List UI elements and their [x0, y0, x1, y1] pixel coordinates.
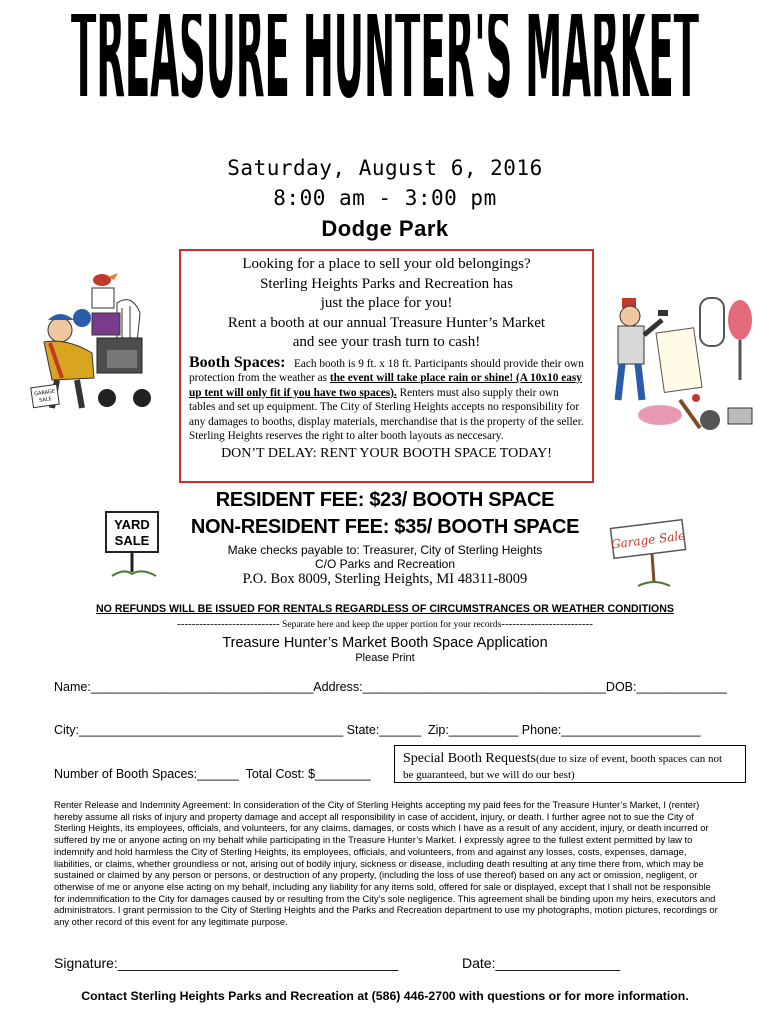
payment-address: P.O. Box 8009, Sterling Heights, MI 48311-8009: [242, 571, 528, 587]
intro-line: just the place for you!: [320, 295, 453, 311]
event-location: Dodge Park: [321, 216, 449, 241]
release-agreement: Renter Release and Indemnity Agreement: In consideration of the City of Sterling Heights accepting my paid fees for the Treasure Hunter’s Market, I (renter) hereby assume all risks of injury and property damage and accept all responsibility in case of accident, injury, or death. I further agree not to sue the City of Sterling Heights, its employees, officials, and volunteers, for any claims, damages, or costs which I have as a result of any accident, injury, or death incurred or suffered by me or anyone acting on my behalf while participating in the Treasure Hunter’s Market. I expressly agree to the fullest extent permitted by law to indemnify and hold harmless the City of Sterling Heights, its employees, officials, and volunteers, from and against any losses, costs, expenses, damage, liabilities, or claims, whether groundless or not, arising out of bodily injury, sickness or disease, including death resulting at any time there from, which may be sustained or claimed by any person or persons, or destruction of any property, (including the loss of use thereof) based on any act or omission, negligent, or otherwise of me or anyone else acting on my behalf, including any liability for any items sold, offered for sale or displayed, except that I shall not be responsible for indemnification to the City for damages caused by or resulting from the City’s sole negligence. This agreement shall be binding upon my heirs, executors and administrators. I grant permission to the City of Sterling Heights and the Parks and Recreation department to use my photographs, motion pictures, recordings or any other record of this event for any legitimate purpose.: [54, 800, 718, 928]
booth-text-1: Each booth is 9 ft. x 18 ft. Participants should provide their own protection from the weather as: [189, 357, 584, 385]
booth-spaces-heading: Booth Spaces:: [189, 353, 286, 371]
booth-rain-or-shine: the event will take place rain or shine! (A 10x10 easy up tent will only fit if you have two spaces).: [189, 372, 582, 399]
non-resident-fee: NON-RESIDENT FEE: $35/ BOOTH SPACE: [190, 516, 580, 538]
treasure-hunter-illustration: [22, 268, 172, 418]
yard-sale-illustration: [600, 280, 760, 440]
dont-delay-text: DON’T DELAY: RENT YOUR BOOTH SPACE TODAY!: [221, 446, 552, 462]
garage-sign-text: Garage Sale: [610, 528, 686, 552]
separator-dashes-left: ----------------------------: [177, 618, 280, 630]
name-address-dob-field[interactable]: Name:________________________________Address:___________________________________DOB:_____________: [54, 680, 727, 694]
title-text: TREASURE HUNTER'S MARKET: [71, 14, 700, 126]
booth-text-2: Renters must also supply their own tables and set up equipment. The City of Sterling Heights accepts no responsibility for any damages to booths, display materials, merchandise that is the property of the seller. Sterling Heights reserves the right to alter booth layouts as neccesary.: [189, 386, 584, 443]
yard-sign-line2: SALE: [114, 533, 150, 548]
special-requests-title: Special Booth Requests: [403, 751, 536, 766]
signature-field[interactable]: Signature:____________________________________: [54, 955, 399, 971]
intro-line: Rent a booth at our annual Treasure Hunter’s Market: [227, 314, 546, 331]
intro-line: Looking for a place to sell your old belongings?: [242, 256, 531, 272]
payment-line1: Make checks payable to: Treasurer, City of Sterling Heights: [227, 543, 543, 557]
yard-sign-line1: YARD: [114, 517, 150, 532]
booth-spaces-paragraph: [189, 353, 584, 445]
page-title: [0, 14, 770, 174]
garage-tag-line1: GARAGE: [33, 388, 56, 398]
separator-dashes-right: -------------------------: [501, 618, 593, 630]
event-date: Saturday, August 6, 2016: [227, 156, 543, 180]
application-subtitle: Please Print: [355, 652, 415, 664]
event-time: 8:00 am - 3:00 pm: [273, 186, 497, 210]
special-requests-note-a: (due to size of event, booth spaces can not: [536, 753, 723, 765]
no-refunds-notice: NO REFUNDS WILL BE ISSUED FOR RENTALS REGARDLESS OF CIRCUMSTRANCES OR WEATHER CONDITIONS: [96, 603, 674, 615]
booth-spaces-cost-field[interactable]: Number of Booth Spaces:______ Total Cost: $________: [54, 767, 371, 781]
payment-line2: C/O Parks and Recreation: [314, 557, 456, 571]
intro-line: Sterling Heights Parks and Recreation has: [260, 275, 513, 292]
contact-info: Contact Sterling Heights Parks and Recreation at (586) 446-2700 with questions or for more information.: [81, 989, 689, 1003]
intro-line: and see your trash turn to cash!: [292, 334, 481, 350]
special-requests-note-b: be guaranteed, but we will do our best): [403, 769, 575, 781]
city-state-zip-phone-field[interactable]: City:______________________________________ State:______ Zip:__________ Phone:____________________: [54, 723, 701, 737]
info-box: [179, 249, 594, 483]
separator-text: Separate here and keep the upper portion for your records: [279, 620, 502, 630]
garage-tag-line2: SALE: [38, 396, 53, 404]
resident-fee: RESIDENT FEE: $23/ BOOTH SPACE: [215, 489, 555, 511]
date-field[interactable]: Date:________________: [462, 955, 621, 971]
separator-line: [0, 618, 770, 630]
special-requests-box[interactable]: [394, 745, 746, 783]
application-title: Treasure Hunter’s Market Booth Space Application: [222, 635, 548, 651]
info-intro: [189, 255, 584, 353]
